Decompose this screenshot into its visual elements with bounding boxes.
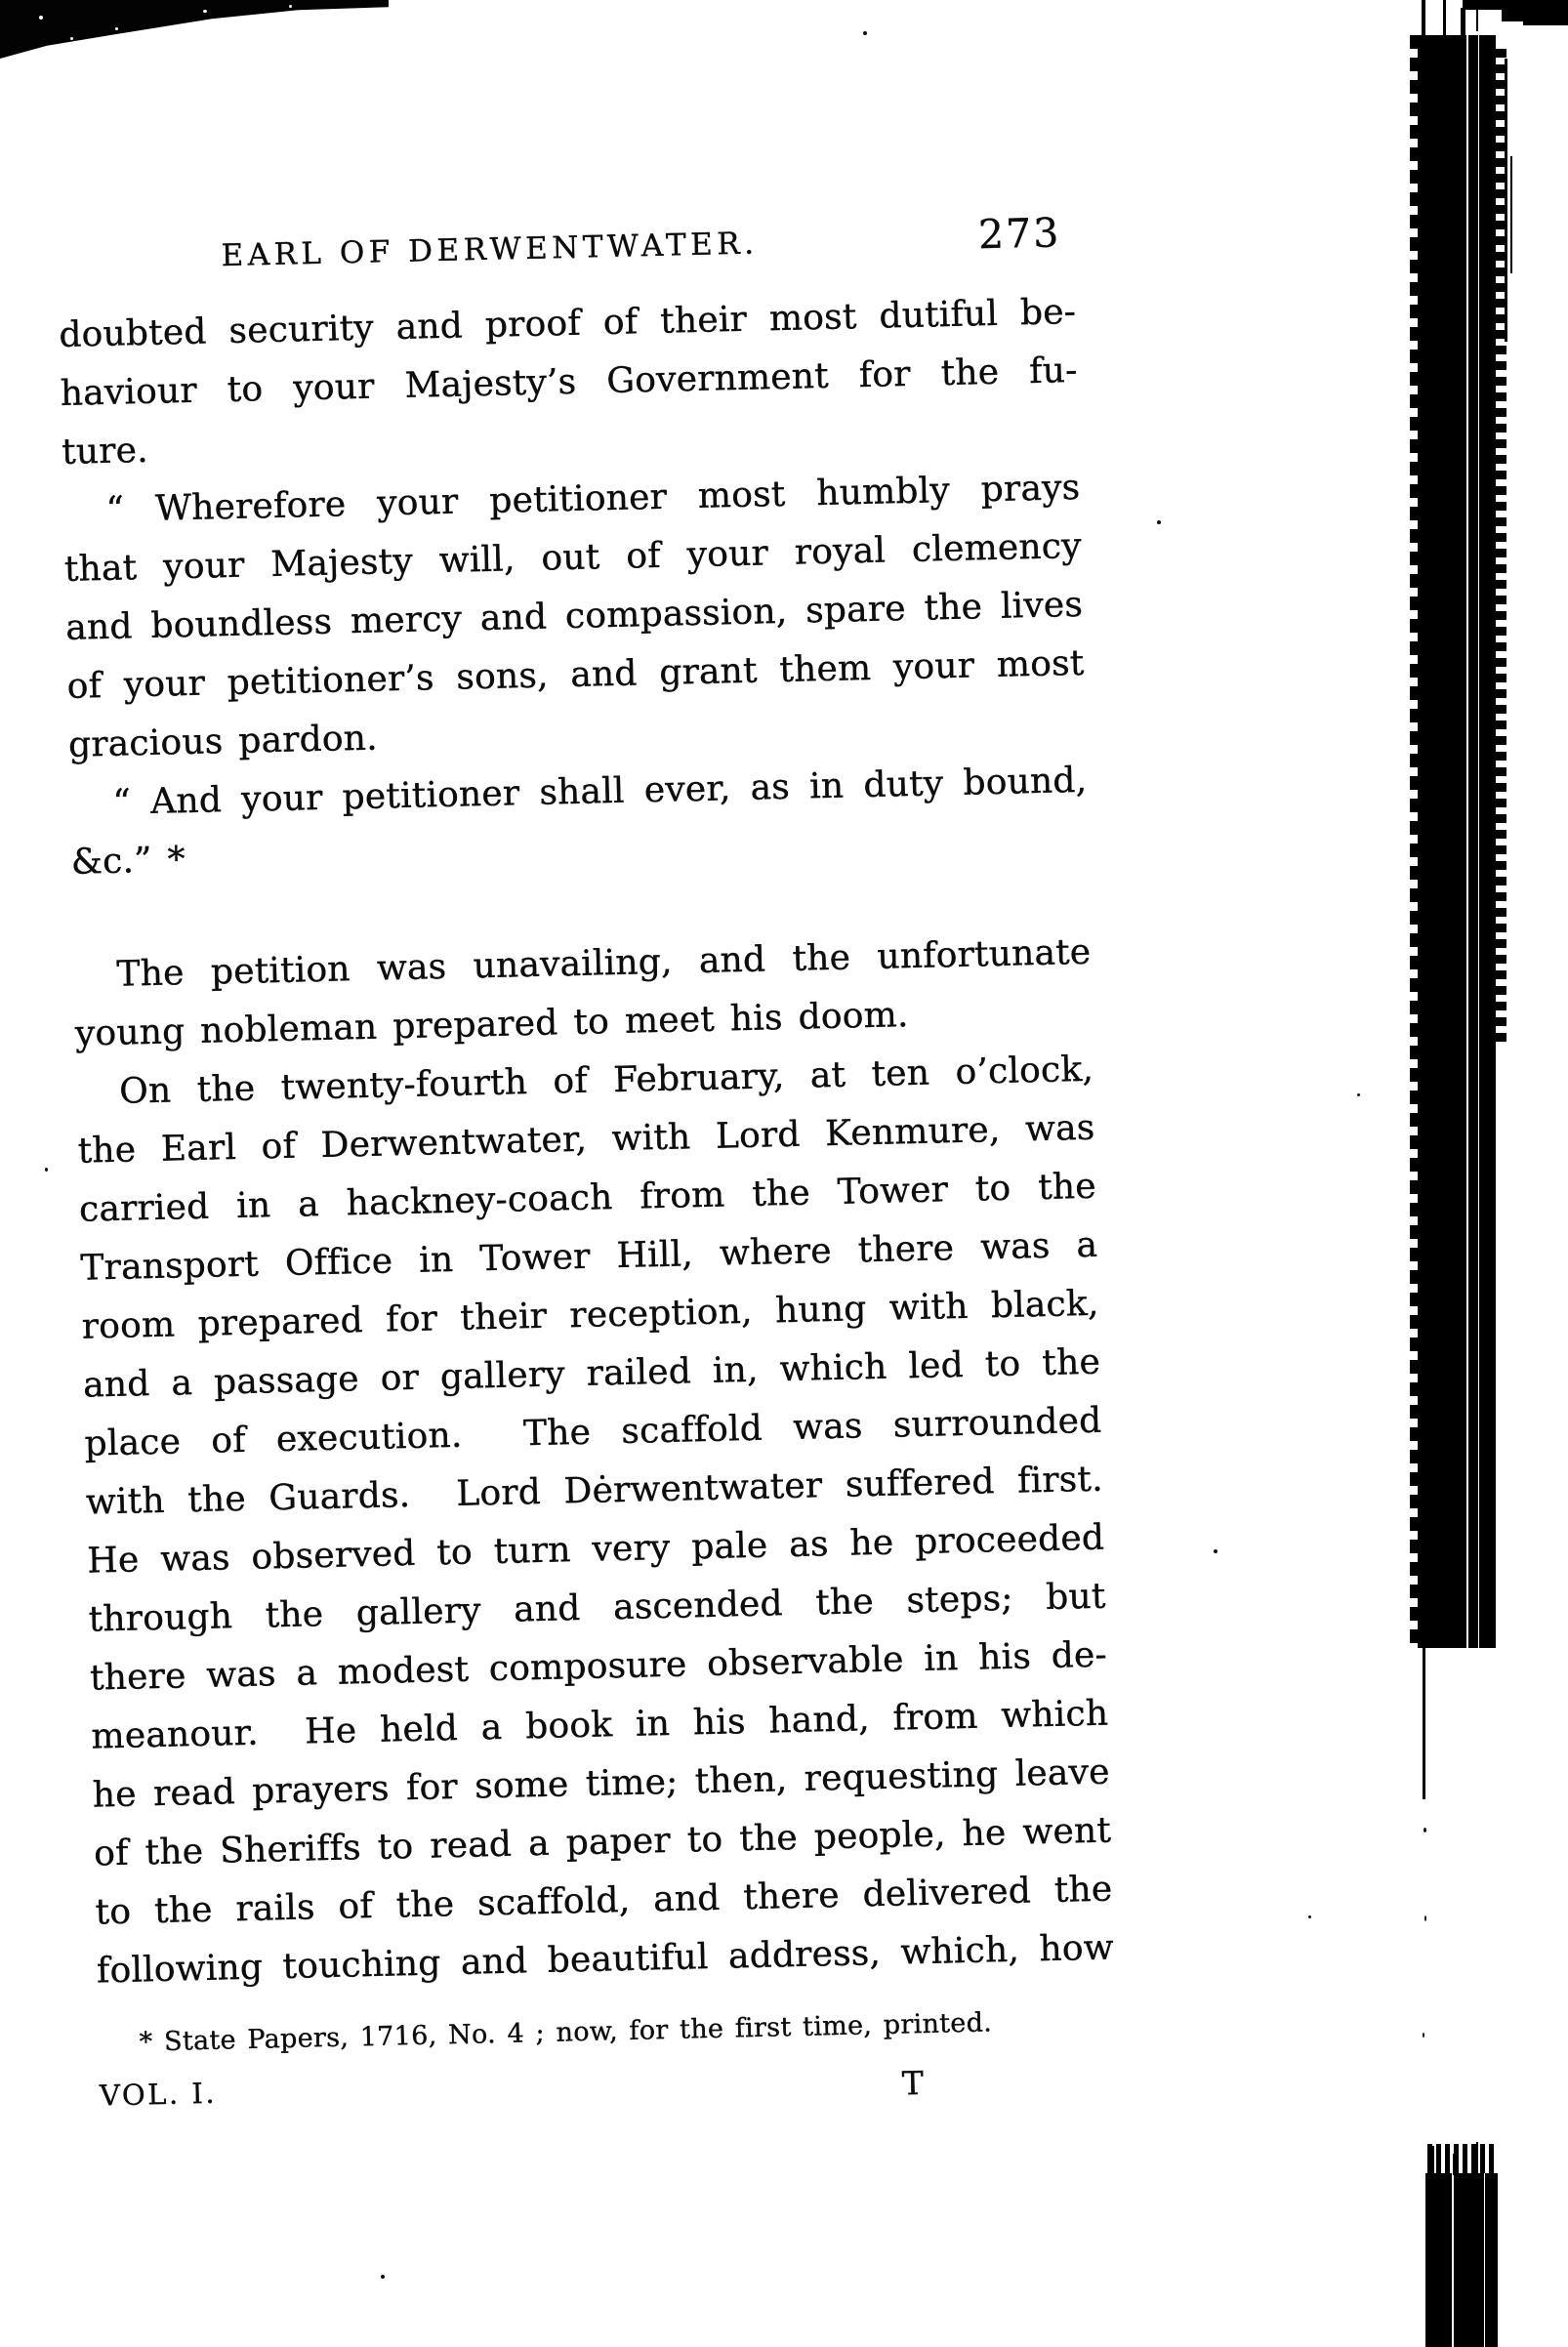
text-line: there was a modest composure observable in his de- bbox=[89, 1634, 1108, 1699]
volume-label: VOL. I. bbox=[99, 2076, 218, 2113]
text-line: The petition was unavailing, and the unfortunate bbox=[116, 931, 1092, 995]
scan-band-spike bbox=[1431, 2146, 1434, 2175]
ink-speck bbox=[1308, 1915, 1311, 1918]
text-line: He was observed to turn very pale as he proceeded bbox=[86, 1517, 1105, 1582]
text-line: and a passage or gallery railed in, which led to the bbox=[82, 1341, 1101, 1406]
scan-binding-band-tail bbox=[1423, 1648, 1425, 1799]
page-text-block bbox=[57, 209, 1117, 2123]
text-line: young nobleman prepared to meet his doom. bbox=[74, 995, 910, 1054]
ink-speck bbox=[1423, 2033, 1424, 2038]
scan-band-spike bbox=[1476, 0, 1478, 31]
scan-band-spike bbox=[1453, 2154, 1457, 2175]
text-line: meanour. He held a book in his hand, from which bbox=[91, 1693, 1109, 1757]
text-line: room prepared for their reception, hung with black, bbox=[81, 1283, 1100, 1347]
text-line: carried in a hackney-coach from the Tower to the bbox=[78, 1166, 1097, 1230]
page-footer bbox=[100, 2055, 1118, 2123]
text-line: &c.” * bbox=[70, 840, 186, 883]
ink-speck bbox=[381, 2275, 385, 2279]
ink-speck bbox=[1157, 520, 1161, 524]
text-line: of your petitioner’s sons, and grant them your most bbox=[66, 642, 1085, 707]
scan-top-right-strip bbox=[1523, 18, 1568, 25]
body-text bbox=[59, 283, 1115, 2001]
text-line: doubted security and proof of their most dutiful be- bbox=[58, 291, 1077, 355]
text-line: of the Sheriffs to read a paper to the people, he went bbox=[93, 1810, 1112, 1874]
scan-corner-wedge bbox=[0, 0, 392, 59]
page-header bbox=[57, 209, 1075, 279]
text-line: to the rails of the scaffold, and there delivered the bbox=[95, 1869, 1113, 1933]
ink-speck bbox=[1214, 1549, 1217, 1553]
scan-binding-band bbox=[1418, 35, 1496, 1648]
ink-speck bbox=[45, 1168, 48, 1172]
ink-speck bbox=[1357, 1093, 1360, 1096]
text-line: haviour to your Majesty’s Government for the fu- bbox=[60, 350, 1079, 414]
text-line: gracious pardon. bbox=[67, 718, 379, 765]
ink-speck bbox=[863, 31, 867, 35]
text-line: following touching and beautiful address, which, how bbox=[96, 1927, 1115, 1992]
running-title: EARL OF DERWENTWATER. bbox=[221, 226, 759, 274]
text-line: On the twenty-fourth of February, at ten o’clock, bbox=[118, 1049, 1094, 1112]
text-line: ture. bbox=[61, 430, 149, 473]
ink-speck bbox=[1424, 1828, 1426, 1832]
scan-band-spike bbox=[1476, 2142, 1478, 2175]
page-number: 273 bbox=[977, 209, 1061, 259]
signature-mark: T bbox=[901, 2064, 925, 2103]
text-line: through the gallery and ascended the steps; but bbox=[88, 1576, 1106, 1640]
scan-band-streak bbox=[1510, 156, 1512, 273]
ink-speck bbox=[1424, 1915, 1426, 1921]
scan-binding-band-bottom bbox=[1425, 2173, 1498, 2347]
text-line: and boundless mercy and compassion, spare the lives bbox=[64, 584, 1084, 648]
text-line: he read prayers for some time; then, requesting leave bbox=[92, 1751, 1111, 1816]
text-line: Transport Office in Tower Hill, where there was a bbox=[79, 1224, 1098, 1289]
text-line: the Earl of Derwentwater, with Lord Kenmure, was bbox=[77, 1107, 1095, 1172]
text-line: “ Wherefore your petitioner most humbly prays bbox=[105, 467, 1081, 530]
text-line: with the Guards. Lord Dėrwentwater suffered first. bbox=[85, 1459, 1104, 1523]
footnote: * State Papers, 1716, No. 4 ; now, for the first time, printed. bbox=[139, 2007, 993, 2058]
text-line: that your Majesty will, out of your royal clemency bbox=[63, 525, 1083, 590]
text-line: place of execution. The scaffold was surrounded bbox=[84, 1400, 1102, 1464]
text-line: “ And your petitioner shall ever, as in duty bound, bbox=[112, 760, 1088, 823]
